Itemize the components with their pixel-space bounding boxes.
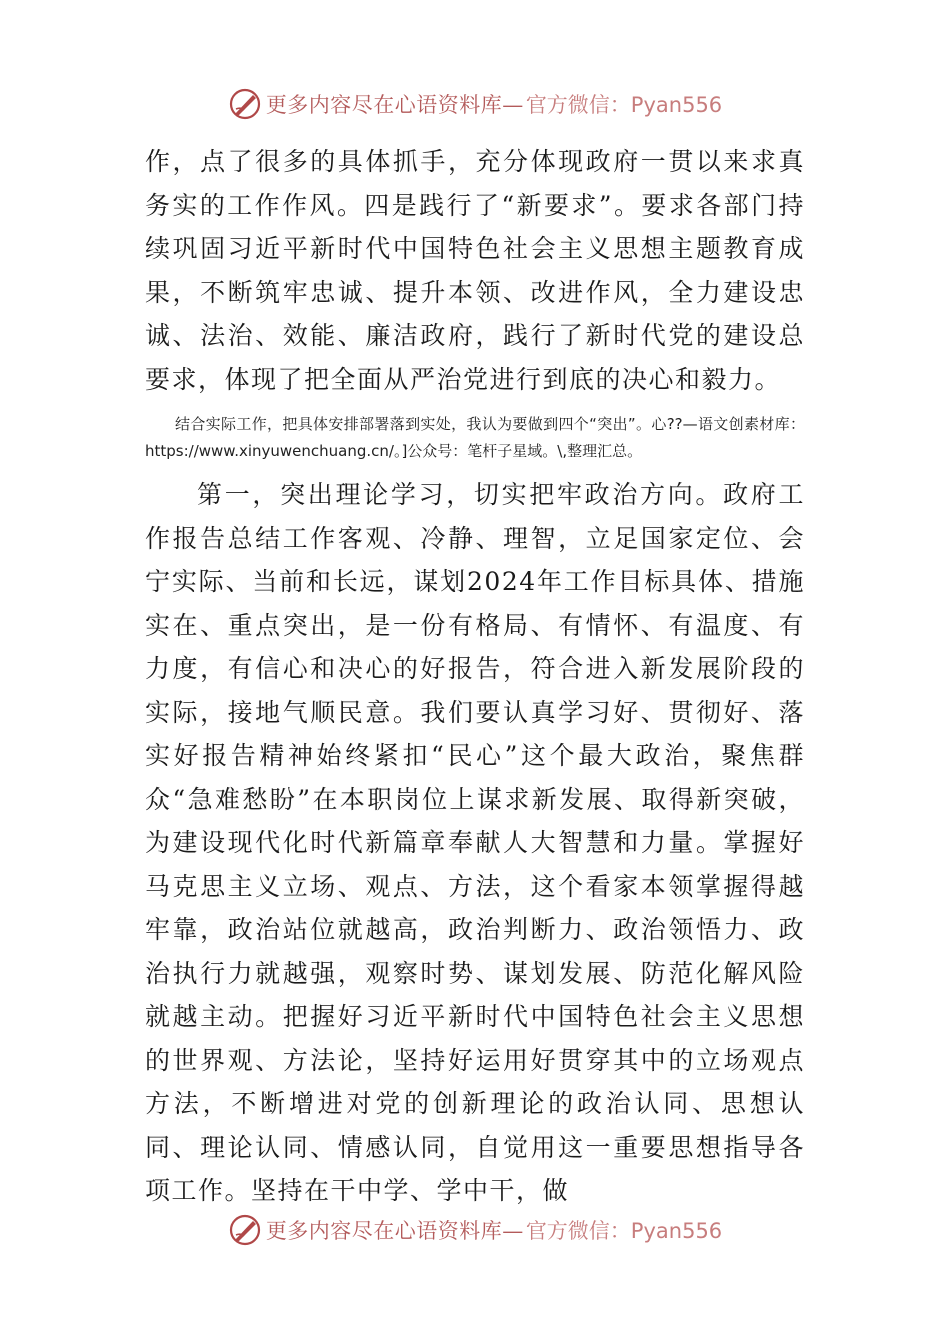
header-banner (0, 80, 950, 128)
banner-brand-text: 更多内容尽在心语资料库— (265, 1219, 524, 1243)
paragraph-1: 作，点了很多的具体抓手，充分体现政府一贯以来求真务实的工作作风。四是践行了“新要求”。要求各部门持续巩固习近平新时代中国特色社会主义思想主题教育成果，不断筑牢忠诚、提升本领、改进作风，全力建设忠诚、法治、效能、廉洁政府，践行了新时代党的建设总要求，体现了把全面从严治党进行到底的决心和毅力。 (145, 147, 805, 394)
quill-logo-icon (228, 87, 262, 121)
banner-wechat-text: 官方微信：Pyan556 (525, 93, 723, 117)
source-note: 结合实际工作，把具体安排部署落到实处，我认为要做到四个“突出”。心??—语文创素材库：https://www.xinyuwenchuang.cn/。]公众号：笔杆子星域。\,整理汇总。 (145, 415, 805, 460)
paragraph-2: 第一，突出理论学习，切实把牢政治方向。政府工作报告总结工作客观、冷静、理智，立足国家定位、会宁实际、当前和长远，谋划2024年工作目标具体、措施实在、重点突出，是一份有格局、有情怀、有温度、有力度，有信心和决心的好报告，符合进入新发展阶段的实际，接地气顺民意。我们要认真学习好、贯彻好、落实好报告精神始终紧扣“民心”这个最大政治，聚焦群众“急难愁盼”在本职岗位上谋求新发展、取得新突破，为建设现代化时代新篇章奉献人大智慧和力量。掌握好马克思主义立场、观点、方法，这个看家本领掌握得越牢靠，政治站位就越高，政治判断力、政治领悟力、政治执行力就越强，观察时势、谋划发展、防范化解风险就越主动。把握好习近平新时代中国特色社会主义思想的世界观、方法论，坚持好运用好贯穿其中的立场观点方法，不断增进对党的创新理论的政治认同、思想认同、理论认同、情感认同，自觉用这一重要思想指导各项工作。坚持在干中学、学中干，做 (145, 480, 805, 1205)
document-body (145, 140, 805, 1213)
quill-logo-icon (228, 1213, 262, 1247)
footer-banner (0, 1206, 950, 1254)
banner-brand-text: 更多内容尽在心语资料库— (265, 93, 524, 117)
banner-wechat-text: 官方微信：Pyan556 (525, 1219, 723, 1243)
